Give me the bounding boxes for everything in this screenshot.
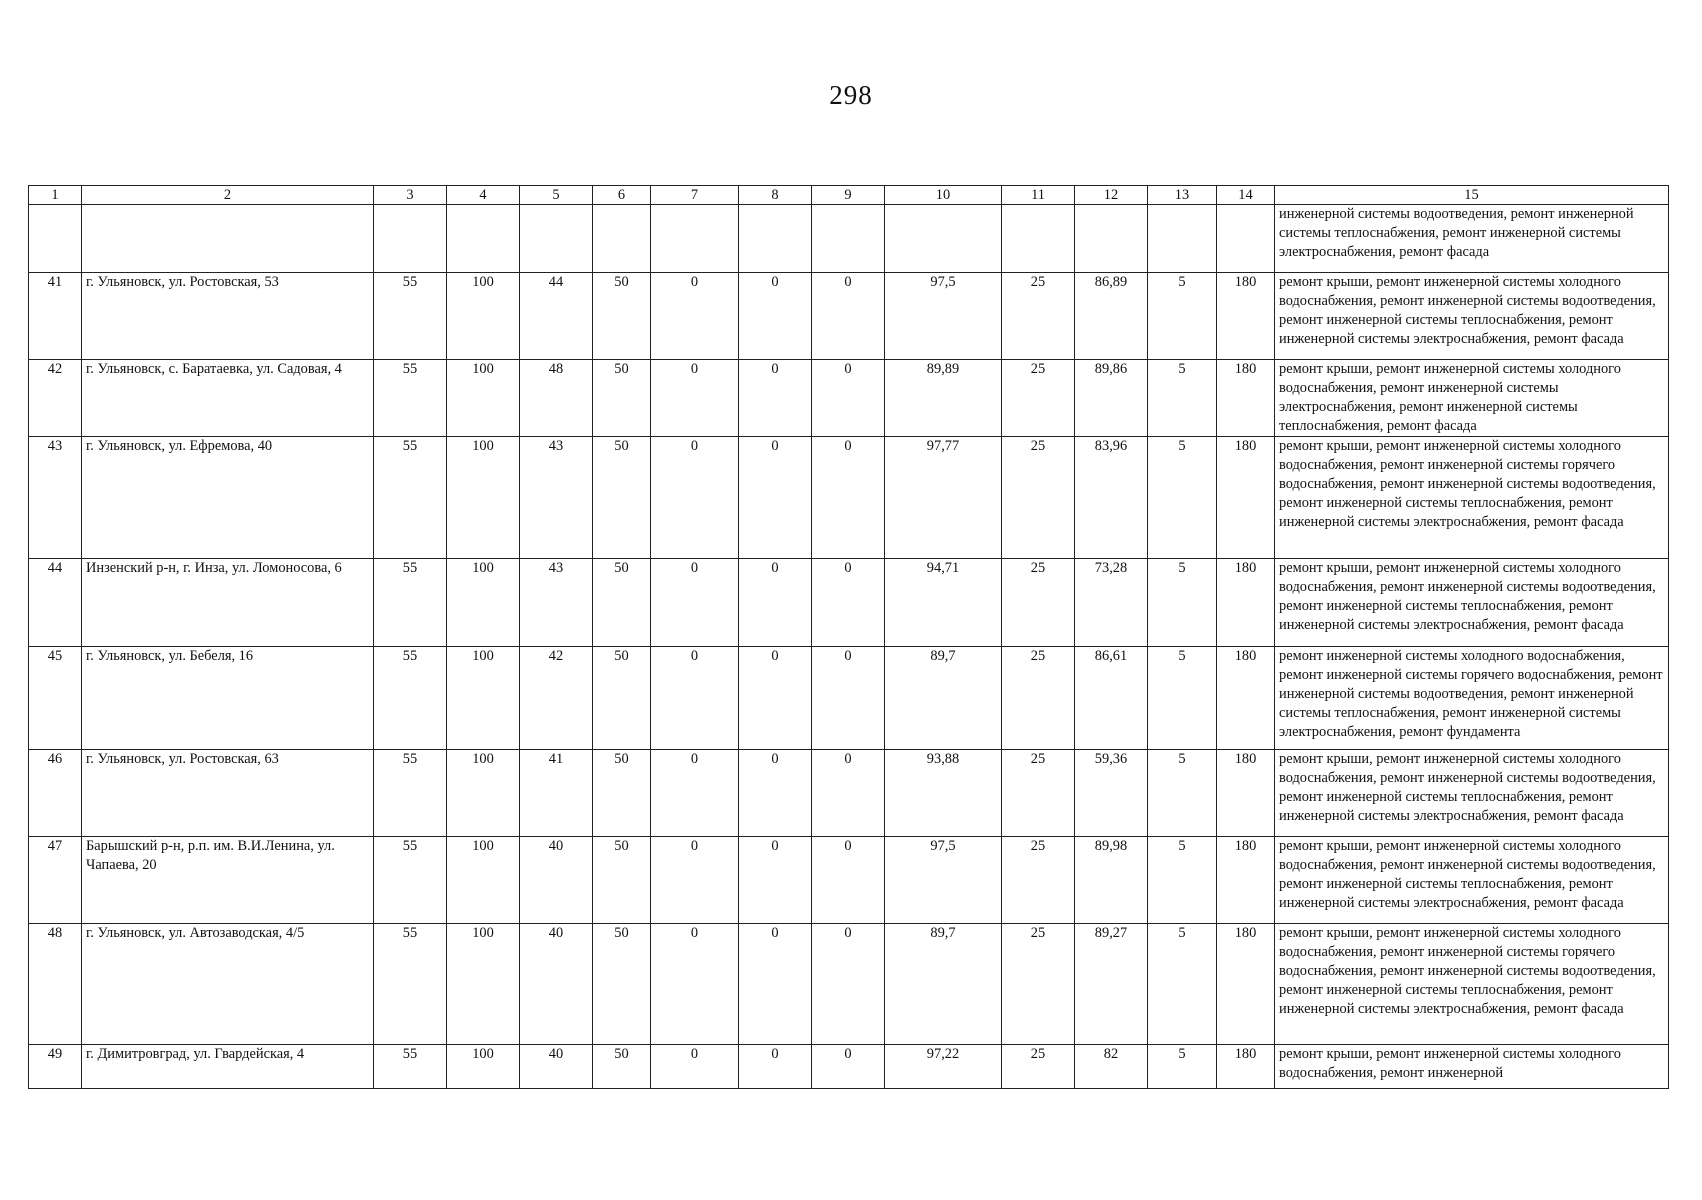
value-cell-col-12 bbox=[1075, 205, 1148, 273]
table-row bbox=[29, 837, 1669, 924]
value-cell-col-11: 25 bbox=[1002, 437, 1075, 559]
column-header-7: 7 bbox=[651, 186, 739, 205]
value-cell-col-11: 25 bbox=[1002, 837, 1075, 924]
works-list-cell: ремонт крыши, ремонт инженерной системы холодного водоснабжения, ремонт инженерной системы горячего водоснабжения, ремонт инженерной системы водоотведения, ремонт инженерной системы теплоснабжения, ремонт инженерной системы электроснабжения, ремонт фасада bbox=[1275, 924, 1669, 1045]
value-cell-col-9: 0 bbox=[812, 273, 885, 360]
page-number: 298 bbox=[829, 80, 873, 110]
value-cell-col-6: 50 bbox=[593, 559, 651, 647]
column-header-6: 6 bbox=[593, 186, 651, 205]
value-cell-col-14 bbox=[1217, 205, 1275, 273]
value-cell-col-8: 0 bbox=[739, 437, 812, 559]
value-cell-col-5: 42 bbox=[520, 647, 593, 750]
value-cell-col-11: 25 bbox=[1002, 924, 1075, 1045]
value-cell-col-3: 55 bbox=[374, 837, 447, 924]
table-row bbox=[29, 273, 1669, 360]
value-cell-col-8: 0 bbox=[739, 750, 812, 837]
value-cell-col-12: 89,98 bbox=[1075, 837, 1148, 924]
value-cell-col-14: 180 bbox=[1217, 1045, 1275, 1089]
value-cell-col-3: 55 bbox=[374, 1045, 447, 1089]
value-cell-col-4: 100 bbox=[447, 750, 520, 837]
value-cell-col-6: 50 bbox=[593, 924, 651, 1045]
value-cell-col-10: 97,77 bbox=[885, 437, 1002, 559]
value-cell-col-7: 0 bbox=[651, 273, 739, 360]
value-cell-col-9: 0 bbox=[812, 837, 885, 924]
row-number: 48 bbox=[29, 924, 82, 1045]
value-cell-col-6: 50 bbox=[593, 750, 651, 837]
value-cell-col-3: 55 bbox=[374, 924, 447, 1045]
value-cell-col-13: 5 bbox=[1148, 924, 1217, 1045]
column-header-12: 12 bbox=[1075, 186, 1148, 205]
value-cell-col-11 bbox=[1002, 205, 1075, 273]
value-cell-col-9: 0 bbox=[812, 360, 885, 437]
column-header-13: 13 bbox=[1148, 186, 1217, 205]
value-cell-col-8: 0 bbox=[739, 559, 812, 647]
value-cell-col-13 bbox=[1148, 205, 1217, 273]
value-cell-col-9: 0 bbox=[812, 750, 885, 837]
value-cell-col-8: 0 bbox=[739, 647, 812, 750]
works-list-cell: ремонт инженерной системы холодного водоснабжения, ремонт инженерной системы горячего водоснабжения, ремонт инженерной системы водоотведения, ремонт инженерной системы теплоснабжения, ремонт инженерной системы электроснабжения, ремонт фундамента bbox=[1275, 647, 1669, 750]
value-cell-col-3 bbox=[374, 205, 447, 273]
address-cell: г. Ульяновск, ул. Ростовская, 63 bbox=[82, 750, 374, 837]
value-cell-col-14: 180 bbox=[1217, 924, 1275, 1045]
row-number: 44 bbox=[29, 559, 82, 647]
value-cell-col-11: 25 bbox=[1002, 273, 1075, 360]
works-list-cell: ремонт крыши, ремонт инженерной системы холодного водоснабжения, ремонт инженерной системы электроснабжения, ремонт инженерной системы теплоснабжения, ремонт фасада bbox=[1275, 360, 1669, 437]
value-cell-col-3: 55 bbox=[374, 559, 447, 647]
value-cell-col-3: 55 bbox=[374, 273, 447, 360]
row-number: 46 bbox=[29, 750, 82, 837]
value-cell-col-10: 89,7 bbox=[885, 647, 1002, 750]
works-list-cell: ремонт крыши, ремонт инженерной системы холодного водоснабжения, ремонт инженерной системы водоотведения, ремонт инженерной системы теплоснабжения, ремонт инженерной системы электроснабжения, ремонт фасада bbox=[1275, 559, 1669, 647]
value-cell-col-14: 180 bbox=[1217, 559, 1275, 647]
works-list-cell: ремонт крыши, ремонт инженерной системы холодного водоснабжения, ремонт инженерной системы горячего водоснабжения, ремонт инженерной системы водоотведения, ремонт инженерной системы теплоснабжения, ремонт инженерной системы электроснабжения, ремонт фасада bbox=[1275, 437, 1669, 559]
works-list-cell: ремонт крыши, ремонт инженерной системы холодного водоснабжения, ремонт инженерной системы водоотведения, ремонт инженерной системы теплоснабжения, ремонт инженерной системы электроснабжения, ремонт фасада bbox=[1275, 750, 1669, 837]
value-cell-col-3: 55 bbox=[374, 437, 447, 559]
value-cell-col-3: 55 bbox=[374, 647, 447, 750]
column-header-9: 9 bbox=[812, 186, 885, 205]
table-row bbox=[29, 559, 1669, 647]
value-cell-col-6: 50 bbox=[593, 273, 651, 360]
table-row bbox=[29, 647, 1669, 750]
value-cell-col-13: 5 bbox=[1148, 750, 1217, 837]
value-cell-col-8 bbox=[739, 205, 812, 273]
row-number: 49 bbox=[29, 1045, 82, 1089]
column-header-2: 2 bbox=[82, 186, 374, 205]
value-cell-col-13: 5 bbox=[1148, 559, 1217, 647]
value-cell-col-5: 43 bbox=[520, 437, 593, 559]
value-cell-col-13: 5 bbox=[1148, 837, 1217, 924]
table-row bbox=[29, 205, 1669, 273]
column-number-row bbox=[29, 186, 1669, 205]
value-cell-col-10: 93,88 bbox=[885, 750, 1002, 837]
value-cell-col-7: 0 bbox=[651, 437, 739, 559]
value-cell-col-12: 89,86 bbox=[1075, 360, 1148, 437]
column-header-8: 8 bbox=[739, 186, 812, 205]
address-cell: г. Димитровград, ул. Гвардейская, 4 bbox=[82, 1045, 374, 1089]
value-cell-col-10: 97,22 bbox=[885, 1045, 1002, 1089]
row-number: 43 bbox=[29, 437, 82, 559]
value-cell-col-5: 43 bbox=[520, 559, 593, 647]
value-cell-col-11: 25 bbox=[1002, 360, 1075, 437]
value-cell-col-6 bbox=[593, 205, 651, 273]
value-cell-col-12: 59,36 bbox=[1075, 750, 1148, 837]
column-header-5: 5 bbox=[520, 186, 593, 205]
address-cell: г. Ульяновск, ул. Ефремова, 40 bbox=[82, 437, 374, 559]
value-cell-col-7: 0 bbox=[651, 837, 739, 924]
works-list-cell: инженерной системы водоотведения, ремонт инженерной системы теплоснабжения, ремонт инженерной системы электроснабжения, ремонт фасада bbox=[1275, 205, 1669, 273]
row-number: 42 bbox=[29, 360, 82, 437]
address-cell: г. Ульяновск, ул. Автозаводская, 4/5 bbox=[82, 924, 374, 1045]
column-header-15: 15 bbox=[1275, 186, 1669, 205]
table-body bbox=[29, 205, 1669, 1089]
value-cell-col-11: 25 bbox=[1002, 559, 1075, 647]
value-cell-col-9: 0 bbox=[812, 437, 885, 559]
value-cell-col-11: 25 bbox=[1002, 1045, 1075, 1089]
value-cell-col-10: 94,71 bbox=[885, 559, 1002, 647]
value-cell-col-6: 50 bbox=[593, 437, 651, 559]
value-cell-col-9: 0 bbox=[812, 559, 885, 647]
works-list-cell: ремонт крыши, ремонт инженерной системы холодного водоснабжения, ремонт инженерной системы водоотведения, ремонт инженерной системы теплоснабжения, ремонт инженерной системы электроснабжения, ремонт фасада bbox=[1275, 273, 1669, 360]
value-cell-col-10: 97,5 bbox=[885, 837, 1002, 924]
table-row bbox=[29, 924, 1669, 1045]
table-row bbox=[29, 750, 1669, 837]
value-cell-col-14: 180 bbox=[1217, 750, 1275, 837]
works-list-cell: ремонт крыши, ремонт инженерной системы холодного водоснабжения, ремонт инженерной системы водоотведения, ремонт инженерной системы теплоснабжения, ремонт инженерной системы электроснабжения, ремонт фасада bbox=[1275, 837, 1669, 924]
value-cell-col-5: 41 bbox=[520, 750, 593, 837]
column-header-3: 3 bbox=[374, 186, 447, 205]
value-cell-col-13: 5 bbox=[1148, 360, 1217, 437]
column-header-11: 11 bbox=[1002, 186, 1075, 205]
value-cell-col-7 bbox=[651, 205, 739, 273]
value-cell-col-7: 0 bbox=[651, 647, 739, 750]
value-cell-col-10: 89,89 bbox=[885, 360, 1002, 437]
value-cell-col-9: 0 bbox=[812, 1045, 885, 1089]
works-list-cell: ремонт крыши, ремонт инженерной системы холодного водоснабжения, ремонт инженерной bbox=[1275, 1045, 1669, 1089]
address-cell: Барышский р-н, р.п. им. В.И.Ленина, ул. Чапаева, 20 bbox=[82, 837, 374, 924]
repair-program-table bbox=[28, 185, 1669, 1089]
value-cell-col-6: 50 bbox=[593, 360, 651, 437]
value-cell-col-4: 100 bbox=[447, 647, 520, 750]
value-cell-col-13: 5 bbox=[1148, 1045, 1217, 1089]
value-cell-col-7: 0 bbox=[651, 1045, 739, 1089]
value-cell-col-5: 40 bbox=[520, 837, 593, 924]
value-cell-col-5: 48 bbox=[520, 360, 593, 437]
value-cell-col-12: 89,27 bbox=[1075, 924, 1148, 1045]
column-header-14: 14 bbox=[1217, 186, 1275, 205]
value-cell-col-13: 5 bbox=[1148, 273, 1217, 360]
value-cell-col-5: 40 bbox=[520, 924, 593, 1045]
value-cell-col-13: 5 bbox=[1148, 437, 1217, 559]
address-cell bbox=[82, 205, 374, 273]
value-cell-col-11: 25 bbox=[1002, 647, 1075, 750]
value-cell-col-11: 25 bbox=[1002, 750, 1075, 837]
value-cell-col-5: 40 bbox=[520, 1045, 593, 1089]
value-cell-col-10 bbox=[885, 205, 1002, 273]
value-cell-col-14: 180 bbox=[1217, 647, 1275, 750]
value-cell-col-9: 0 bbox=[812, 924, 885, 1045]
value-cell-col-12: 82 bbox=[1075, 1045, 1148, 1089]
value-cell-col-8: 0 bbox=[739, 1045, 812, 1089]
value-cell-col-10: 97,5 bbox=[885, 273, 1002, 360]
table-row bbox=[29, 1045, 1669, 1089]
value-cell-col-7: 0 bbox=[651, 559, 739, 647]
value-cell-col-4: 100 bbox=[447, 924, 520, 1045]
value-cell-col-13: 5 bbox=[1148, 647, 1217, 750]
value-cell-col-4: 100 bbox=[447, 837, 520, 924]
value-cell-col-12: 86,89 bbox=[1075, 273, 1148, 360]
value-cell-col-7: 0 bbox=[651, 360, 739, 437]
value-cell-col-4: 100 bbox=[447, 559, 520, 647]
row-number: 41 bbox=[29, 273, 82, 360]
value-cell-col-12: 83,96 bbox=[1075, 437, 1148, 559]
value-cell-col-8: 0 bbox=[739, 273, 812, 360]
value-cell-col-4: 100 bbox=[447, 360, 520, 437]
value-cell-col-10: 89,7 bbox=[885, 924, 1002, 1045]
value-cell-col-14: 180 bbox=[1217, 837, 1275, 924]
value-cell-col-4: 100 bbox=[447, 273, 520, 360]
address-cell: г. Ульяновск, с. Баратаевка, ул. Садовая, 4 bbox=[82, 360, 374, 437]
value-cell-col-14: 180 bbox=[1217, 437, 1275, 559]
row-number: 45 bbox=[29, 647, 82, 750]
value-cell-col-4 bbox=[447, 205, 520, 273]
table-header bbox=[29, 186, 1669, 205]
value-cell-col-6: 50 bbox=[593, 837, 651, 924]
address-cell: г. Ульяновск, ул. Ростовская, 53 bbox=[82, 273, 374, 360]
value-cell-col-3: 55 bbox=[374, 360, 447, 437]
value-cell-col-6: 50 bbox=[593, 647, 651, 750]
value-cell-col-14: 180 bbox=[1217, 273, 1275, 360]
address-cell: Инзенский р-н, г. Инза, ул. Ломоносова, 6 bbox=[82, 559, 374, 647]
value-cell-col-4: 100 bbox=[447, 1045, 520, 1089]
value-cell-col-12: 73,28 bbox=[1075, 559, 1148, 647]
value-cell-col-12: 86,61 bbox=[1075, 647, 1148, 750]
value-cell-col-9: 0 bbox=[812, 647, 885, 750]
column-header-4: 4 bbox=[447, 186, 520, 205]
value-cell-col-5: 44 bbox=[520, 273, 593, 360]
column-header-10: 10 bbox=[885, 186, 1002, 205]
address-cell: г. Ульяновск, ул. Бебеля, 16 bbox=[82, 647, 374, 750]
value-cell-col-7: 0 bbox=[651, 750, 739, 837]
value-cell-col-8: 0 bbox=[739, 360, 812, 437]
value-cell-col-9 bbox=[812, 205, 885, 273]
value-cell-col-14: 180 bbox=[1217, 360, 1275, 437]
value-cell-col-8: 0 bbox=[739, 924, 812, 1045]
value-cell-col-3: 55 bbox=[374, 750, 447, 837]
row-number: 47 bbox=[29, 837, 82, 924]
column-header-1: 1 bbox=[29, 186, 82, 205]
value-cell-col-4: 100 bbox=[447, 437, 520, 559]
table-row bbox=[29, 437, 1669, 559]
value-cell-col-8: 0 bbox=[739, 837, 812, 924]
value-cell-col-5 bbox=[520, 205, 593, 273]
value-cell-col-6: 50 bbox=[593, 1045, 651, 1089]
row-number bbox=[29, 205, 82, 273]
table-row bbox=[29, 360, 1669, 437]
value-cell-col-7: 0 bbox=[651, 924, 739, 1045]
